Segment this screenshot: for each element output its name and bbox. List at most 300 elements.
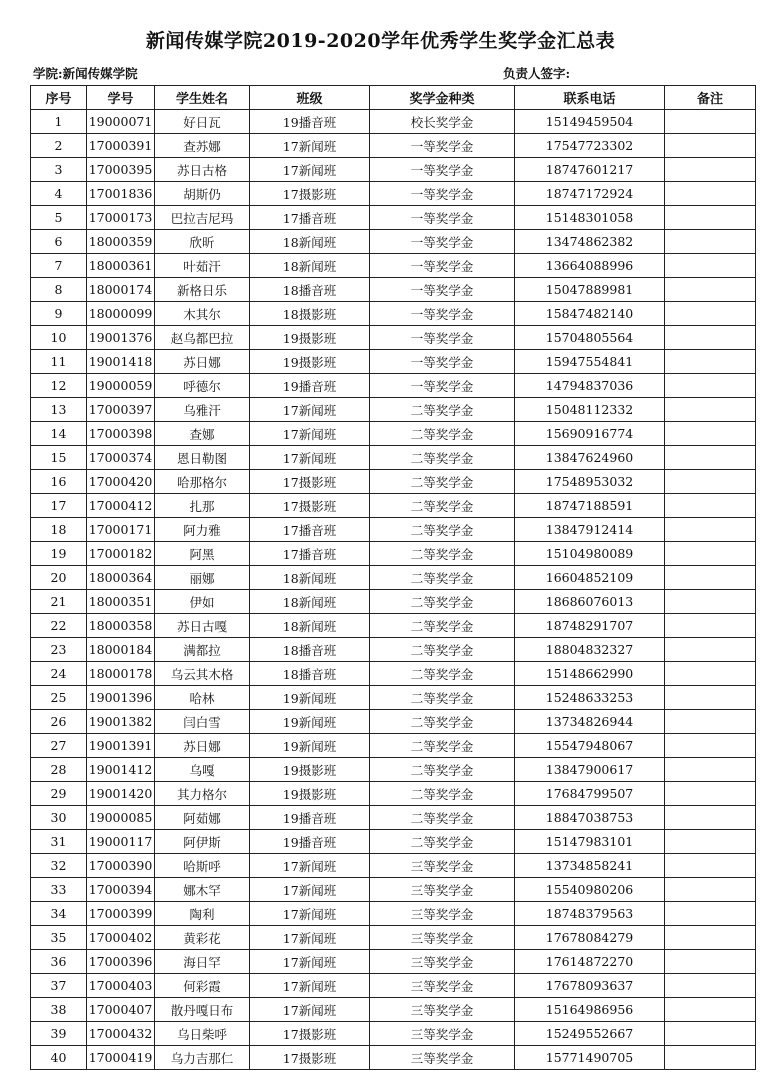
cell-student-id: 17000391 bbox=[87, 134, 155, 158]
cell-remarks bbox=[665, 350, 756, 374]
cell-seq: 27 bbox=[31, 734, 87, 758]
cell-phone: 13734826944 bbox=[515, 710, 665, 734]
cell-scholarship-type: 一等奖学金 bbox=[370, 278, 515, 302]
cell-student-name: 散丹嘎日布 bbox=[155, 998, 250, 1022]
cell-class: 19摄影班 bbox=[250, 326, 370, 350]
cell-class: 17摄影班 bbox=[250, 494, 370, 518]
cell-student-name: 巴拉吉尼玛 bbox=[155, 206, 250, 230]
cell-student-id: 17000412 bbox=[87, 494, 155, 518]
cell-remarks bbox=[665, 782, 756, 806]
cell-scholarship-type: 二等奖学金 bbox=[370, 494, 515, 518]
cell-seq: 36 bbox=[31, 950, 87, 974]
cell-phone: 18747172924 bbox=[515, 182, 665, 206]
cell-student-name: 哈斯呼 bbox=[155, 854, 250, 878]
cell-seq: 8 bbox=[31, 278, 87, 302]
cell-scholarship-type: 二等奖学金 bbox=[370, 662, 515, 686]
cell-scholarship-type: 三等奖学金 bbox=[370, 902, 515, 926]
cell-remarks bbox=[665, 134, 756, 158]
cell-phone: 17684799507 bbox=[515, 782, 665, 806]
cell-remarks bbox=[665, 326, 756, 350]
cell-class: 18播音班 bbox=[250, 662, 370, 686]
cell-student-name: 其力格尔 bbox=[155, 782, 250, 806]
cell-remarks bbox=[665, 470, 756, 494]
cell-class: 19播音班 bbox=[250, 806, 370, 830]
cell-student-id: 17000394 bbox=[87, 878, 155, 902]
cell-phone: 15704805564 bbox=[515, 326, 665, 350]
cell-student-id: 19001382 bbox=[87, 710, 155, 734]
signer-label: 负责人签字: bbox=[503, 66, 571, 81]
cell-scholarship-type: 一等奖学金 bbox=[370, 350, 515, 374]
cell-scholarship-type: 二等奖学金 bbox=[370, 830, 515, 854]
cell-student-id: 18000099 bbox=[87, 302, 155, 326]
cell-scholarship-type: 二等奖学金 bbox=[370, 614, 515, 638]
scholarship-table bbox=[30, 85, 756, 1070]
cell-student-id: 17000374 bbox=[87, 446, 155, 470]
cell-remarks bbox=[665, 494, 756, 518]
cell-remarks bbox=[665, 974, 756, 998]
cell-class: 19播音班 bbox=[250, 830, 370, 854]
cell-scholarship-type: 二等奖学金 bbox=[370, 734, 515, 758]
cell-class: 17播音班 bbox=[250, 518, 370, 542]
table-row bbox=[31, 614, 756, 638]
cell-student-id: 19001376 bbox=[87, 326, 155, 350]
cell-remarks bbox=[665, 278, 756, 302]
cell-remarks bbox=[665, 1046, 756, 1070]
cell-seq: 23 bbox=[31, 638, 87, 662]
cell-student-name: 乌云其木格 bbox=[155, 662, 250, 686]
cell-remarks bbox=[665, 302, 756, 326]
cell-phone: 16604852109 bbox=[515, 566, 665, 590]
cell-student-name: 伊如 bbox=[155, 590, 250, 614]
header-seq: 序号 bbox=[31, 86, 87, 110]
cell-student-name: 乌力吉那仁 bbox=[155, 1046, 250, 1070]
cell-phone: 17678084279 bbox=[515, 926, 665, 950]
cell-phone: 13847900617 bbox=[515, 758, 665, 782]
cell-class: 19摄影班 bbox=[250, 782, 370, 806]
cell-remarks bbox=[665, 710, 756, 734]
cell-phone: 13734858241 bbox=[515, 854, 665, 878]
cell-student-id: 17000182 bbox=[87, 542, 155, 566]
cell-seq: 40 bbox=[31, 1046, 87, 1070]
cell-scholarship-type: 一等奖学金 bbox=[370, 182, 515, 206]
cell-student-id: 19001396 bbox=[87, 686, 155, 710]
cell-class: 17摄影班 bbox=[250, 1046, 370, 1070]
cell-seq: 4 bbox=[31, 182, 87, 206]
cell-class: 17新闻班 bbox=[250, 398, 370, 422]
cell-seq: 31 bbox=[31, 830, 87, 854]
cell-student-id: 17000397 bbox=[87, 398, 155, 422]
cell-remarks bbox=[665, 518, 756, 542]
cell-remarks bbox=[665, 950, 756, 974]
table-row bbox=[31, 1046, 756, 1070]
table-row bbox=[31, 446, 756, 470]
cell-student-id: 17000398 bbox=[87, 422, 155, 446]
table-row bbox=[31, 830, 756, 854]
cell-student-id: 19001420 bbox=[87, 782, 155, 806]
cell-scholarship-type: 二等奖学金 bbox=[370, 398, 515, 422]
cell-phone: 18686076013 bbox=[515, 590, 665, 614]
cell-remarks bbox=[665, 446, 756, 470]
table-row bbox=[31, 494, 756, 518]
cell-phone: 15547948067 bbox=[515, 734, 665, 758]
cell-seq: 18 bbox=[31, 518, 87, 542]
cell-student-id: 18000178 bbox=[87, 662, 155, 686]
cell-scholarship-type: 一等奖学金 bbox=[370, 254, 515, 278]
cell-seq: 34 bbox=[31, 902, 87, 926]
cell-scholarship-type: 二等奖学金 bbox=[370, 566, 515, 590]
cell-class: 17新闻班 bbox=[250, 158, 370, 182]
cell-phone: 18847038753 bbox=[515, 806, 665, 830]
cell-scholarship-type: 一等奖学金 bbox=[370, 374, 515, 398]
cell-seq: 22 bbox=[31, 614, 87, 638]
table-row bbox=[31, 590, 756, 614]
cell-class: 17摄影班 bbox=[250, 470, 370, 494]
cell-seq: 2 bbox=[31, 134, 87, 158]
cell-class: 17新闻班 bbox=[250, 422, 370, 446]
cell-class: 17新闻班 bbox=[250, 878, 370, 902]
cell-student-name: 陶利 bbox=[155, 902, 250, 926]
cell-student-name: 苏日娜 bbox=[155, 734, 250, 758]
cell-remarks bbox=[665, 854, 756, 878]
cell-student-id: 17000173 bbox=[87, 206, 155, 230]
table-row bbox=[31, 182, 756, 206]
cell-remarks bbox=[665, 686, 756, 710]
cell-class: 18播音班 bbox=[250, 638, 370, 662]
cell-phone: 17547723302 bbox=[515, 134, 665, 158]
cell-seq: 30 bbox=[31, 806, 87, 830]
table-row bbox=[31, 998, 756, 1022]
cell-phone: 15164986956 bbox=[515, 998, 665, 1022]
cell-class: 19新闻班 bbox=[250, 686, 370, 710]
cell-student-id: 19000085 bbox=[87, 806, 155, 830]
table-row bbox=[31, 638, 756, 662]
cell-phone: 15847482140 bbox=[515, 302, 665, 326]
cell-student-id: 19001418 bbox=[87, 350, 155, 374]
cell-student-name: 阿力雅 bbox=[155, 518, 250, 542]
cell-scholarship-type: 三等奖学金 bbox=[370, 878, 515, 902]
cell-student-name: 欣昕 bbox=[155, 230, 250, 254]
cell-remarks bbox=[665, 422, 756, 446]
cell-remarks bbox=[665, 254, 756, 278]
table-row bbox=[31, 278, 756, 302]
header-remarks: 备注 bbox=[665, 86, 756, 110]
cell-remarks bbox=[665, 566, 756, 590]
cell-student-name: 恩日勒图 bbox=[155, 446, 250, 470]
cell-phone: 15248633253 bbox=[515, 686, 665, 710]
cell-student-name: 满都拉 bbox=[155, 638, 250, 662]
cell-student-id: 18000351 bbox=[87, 590, 155, 614]
cell-seq: 6 bbox=[31, 230, 87, 254]
cell-seq: 39 bbox=[31, 1022, 87, 1046]
cell-class: 17新闻班 bbox=[250, 998, 370, 1022]
cell-scholarship-type: 二等奖学金 bbox=[370, 806, 515, 830]
cell-seq: 25 bbox=[31, 686, 87, 710]
cell-scholarship-type: 三等奖学金 bbox=[370, 998, 515, 1022]
cell-student-name: 阿伊斯 bbox=[155, 830, 250, 854]
table-row bbox=[31, 542, 756, 566]
cell-class: 19摄影班 bbox=[250, 758, 370, 782]
cell-remarks bbox=[665, 158, 756, 182]
cell-phone: 15249552667 bbox=[515, 1022, 665, 1046]
cell-phone: 15148662990 bbox=[515, 662, 665, 686]
cell-student-id: 19000059 bbox=[87, 374, 155, 398]
cell-student-id: 18000358 bbox=[87, 614, 155, 638]
table-row bbox=[31, 926, 756, 950]
table-header-row bbox=[31, 86, 756, 110]
cell-phone: 15047889981 bbox=[515, 278, 665, 302]
table-row bbox=[31, 230, 756, 254]
cell-scholarship-type: 三等奖学金 bbox=[370, 1046, 515, 1070]
cell-phone: 15048112332 bbox=[515, 398, 665, 422]
cell-seq: 16 bbox=[31, 470, 87, 494]
table-row bbox=[31, 854, 756, 878]
cell-student-id: 17000419 bbox=[87, 1046, 155, 1070]
table-row bbox=[31, 902, 756, 926]
table-row bbox=[31, 662, 756, 686]
page-title: 新闻传媒学院2019-2020学年优秀学生奖学金汇总表 bbox=[145, 30, 616, 52]
cell-class: 19播音班 bbox=[250, 110, 370, 134]
cell-student-id: 17000403 bbox=[87, 974, 155, 998]
cell-student-name: 胡斯仍 bbox=[155, 182, 250, 206]
cell-class: 17新闻班 bbox=[250, 134, 370, 158]
cell-seq: 37 bbox=[31, 974, 87, 998]
cell-scholarship-type: 一等奖学金 bbox=[370, 158, 515, 182]
cell-phone: 18748379563 bbox=[515, 902, 665, 926]
cell-scholarship-type: 一等奖学金 bbox=[370, 326, 515, 350]
cell-scholarship-type: 一等奖学金 bbox=[370, 230, 515, 254]
table-row bbox=[31, 134, 756, 158]
table-row bbox=[31, 254, 756, 278]
cell-remarks bbox=[665, 398, 756, 422]
cell-seq: 13 bbox=[31, 398, 87, 422]
cell-class: 18新闻班 bbox=[250, 566, 370, 590]
cell-scholarship-type: 二等奖学金 bbox=[370, 422, 515, 446]
cell-student-id: 18000359 bbox=[87, 230, 155, 254]
header-class: 班级 bbox=[250, 86, 370, 110]
table-row bbox=[31, 326, 756, 350]
cell-student-name: 黄彩花 bbox=[155, 926, 250, 950]
table-row bbox=[31, 422, 756, 446]
cell-student-name: 哈林 bbox=[155, 686, 250, 710]
cell-remarks bbox=[665, 638, 756, 662]
cell-student-name: 乌雅汗 bbox=[155, 398, 250, 422]
table-row bbox=[31, 206, 756, 230]
cell-class: 19摄影班 bbox=[250, 350, 370, 374]
cell-scholarship-type: 三等奖学金 bbox=[370, 854, 515, 878]
table-row bbox=[31, 878, 756, 902]
cell-student-name: 哈那格尔 bbox=[155, 470, 250, 494]
cell-seq: 10 bbox=[31, 326, 87, 350]
cell-student-id: 17000399 bbox=[87, 902, 155, 926]
cell-phone: 13847624960 bbox=[515, 446, 665, 470]
header-scholarship-type: 奖学金种类 bbox=[370, 86, 515, 110]
table-row bbox=[31, 518, 756, 542]
cell-class: 17摄影班 bbox=[250, 182, 370, 206]
cell-scholarship-type: 一等奖学金 bbox=[370, 302, 515, 326]
table-row bbox=[31, 350, 756, 374]
cell-remarks bbox=[665, 374, 756, 398]
cell-student-name: 苏日古格 bbox=[155, 158, 250, 182]
cell-phone: 15148301058 bbox=[515, 206, 665, 230]
cell-seq: 7 bbox=[31, 254, 87, 278]
cell-remarks bbox=[665, 614, 756, 638]
cell-student-id: 18000364 bbox=[87, 566, 155, 590]
cell-scholarship-type: 二等奖学金 bbox=[370, 782, 515, 806]
cell-phone: 15104980089 bbox=[515, 542, 665, 566]
cell-seq: 24 bbox=[31, 662, 87, 686]
cell-phone: 15149459504 bbox=[515, 110, 665, 134]
header-phone: 联系电话 bbox=[515, 86, 665, 110]
cell-remarks bbox=[665, 734, 756, 758]
header-student-id: 学号 bbox=[87, 86, 155, 110]
table-row bbox=[31, 782, 756, 806]
cell-student-id: 17000432 bbox=[87, 1022, 155, 1046]
table-row bbox=[31, 734, 756, 758]
cell-scholarship-type: 二等奖学金 bbox=[370, 758, 515, 782]
cell-student-name: 海日罕 bbox=[155, 950, 250, 974]
cell-class: 19新闻班 bbox=[250, 710, 370, 734]
cell-remarks bbox=[665, 806, 756, 830]
header-student-name: 学生姓名 bbox=[155, 86, 250, 110]
cell-phone: 14794837036 bbox=[515, 374, 665, 398]
cell-phone: 13664088996 bbox=[515, 254, 665, 278]
cell-student-id: 18000174 bbox=[87, 278, 155, 302]
cell-seq: 33 bbox=[31, 878, 87, 902]
cell-class: 17摄影班 bbox=[250, 1022, 370, 1046]
cell-remarks bbox=[665, 830, 756, 854]
cell-class: 17新闻班 bbox=[250, 854, 370, 878]
cell-student-name: 阿黑 bbox=[155, 542, 250, 566]
cell-remarks bbox=[665, 926, 756, 950]
cell-class: 17播音班 bbox=[250, 542, 370, 566]
cell-class: 17播音班 bbox=[250, 206, 370, 230]
cell-seq: 3 bbox=[31, 158, 87, 182]
cell-student-id: 17001836 bbox=[87, 182, 155, 206]
cell-seq: 1 bbox=[31, 110, 87, 134]
cell-scholarship-type: 二等奖学金 bbox=[370, 446, 515, 470]
cell-student-name: 查苏娜 bbox=[155, 134, 250, 158]
cell-student-id: 17000390 bbox=[87, 854, 155, 878]
cell-class: 17新闻班 bbox=[250, 974, 370, 998]
cell-student-name: 呼德尔 bbox=[155, 374, 250, 398]
table-row bbox=[31, 974, 756, 998]
cell-phone: 15947554841 bbox=[515, 350, 665, 374]
cell-student-name: 木其尔 bbox=[155, 302, 250, 326]
cell-scholarship-type: 二等奖学金 bbox=[370, 470, 515, 494]
cell-scholarship-type: 三等奖学金 bbox=[370, 926, 515, 950]
table-body bbox=[31, 110, 756, 1070]
cell-student-name: 新格日乐 bbox=[155, 278, 250, 302]
cell-student-id: 17000396 bbox=[87, 950, 155, 974]
cell-student-id: 17000171 bbox=[87, 518, 155, 542]
cell-student-name: 好日瓦 bbox=[155, 110, 250, 134]
cell-remarks bbox=[665, 998, 756, 1022]
table-row bbox=[31, 398, 756, 422]
cell-remarks bbox=[665, 182, 756, 206]
cell-scholarship-type: 二等奖学金 bbox=[370, 686, 515, 710]
cell-student-id: 17000420 bbox=[87, 470, 155, 494]
cell-phone: 17548953032 bbox=[515, 470, 665, 494]
cell-class: 17新闻班 bbox=[250, 926, 370, 950]
cell-seq: 15 bbox=[31, 446, 87, 470]
cell-seq: 12 bbox=[31, 374, 87, 398]
cell-seq: 29 bbox=[31, 782, 87, 806]
cell-student-name: 丽娜 bbox=[155, 566, 250, 590]
cell-scholarship-type: 二等奖学金 bbox=[370, 542, 515, 566]
cell-student-id: 19000071 bbox=[87, 110, 155, 134]
table-row bbox=[31, 158, 756, 182]
cell-student-name: 叶茹汗 bbox=[155, 254, 250, 278]
cell-remarks bbox=[665, 590, 756, 614]
cell-seq: 35 bbox=[31, 926, 87, 950]
cell-student-name: 苏日古嘎 bbox=[155, 614, 250, 638]
cell-remarks bbox=[665, 758, 756, 782]
cell-class: 18新闻班 bbox=[250, 254, 370, 278]
cell-class: 18播音班 bbox=[250, 278, 370, 302]
cell-student-name: 查娜 bbox=[155, 422, 250, 446]
cell-scholarship-type: 一等奖学金 bbox=[370, 206, 515, 230]
cell-student-name: 何彩霞 bbox=[155, 974, 250, 998]
cell-scholarship-type: 二等奖学金 bbox=[370, 710, 515, 734]
table-row bbox=[31, 302, 756, 326]
cell-seq: 19 bbox=[31, 542, 87, 566]
cell-class: 18摄影班 bbox=[250, 302, 370, 326]
cell-scholarship-type: 一等奖学金 bbox=[370, 134, 515, 158]
cell-remarks bbox=[665, 206, 756, 230]
table-row bbox=[31, 566, 756, 590]
cell-student-name: 赵乌都巴拉 bbox=[155, 326, 250, 350]
cell-seq: 5 bbox=[31, 206, 87, 230]
table-row bbox=[31, 950, 756, 974]
cell-seq: 17 bbox=[31, 494, 87, 518]
cell-seq: 14 bbox=[31, 422, 87, 446]
cell-class: 18新闻班 bbox=[250, 590, 370, 614]
cell-class: 18新闻班 bbox=[250, 614, 370, 638]
table-row bbox=[31, 110, 756, 134]
table-row bbox=[31, 1022, 756, 1046]
cell-class: 17新闻班 bbox=[250, 446, 370, 470]
cell-seq: 21 bbox=[31, 590, 87, 614]
cell-scholarship-type: 三等奖学金 bbox=[370, 950, 515, 974]
cell-phone: 17614872270 bbox=[515, 950, 665, 974]
table-row bbox=[31, 710, 756, 734]
cell-scholarship-type: 三等奖学金 bbox=[370, 1022, 515, 1046]
cell-scholarship-type: 二等奖学金 bbox=[370, 518, 515, 542]
cell-remarks bbox=[665, 902, 756, 926]
cell-student-id: 18000184 bbox=[87, 638, 155, 662]
cell-seq: 26 bbox=[31, 710, 87, 734]
cell-phone: 18748291707 bbox=[515, 614, 665, 638]
cell-student-id: 19001391 bbox=[87, 734, 155, 758]
cell-student-name: 乌嘎 bbox=[155, 758, 250, 782]
cell-student-id: 17000395 bbox=[87, 158, 155, 182]
cell-student-name: 苏日娜 bbox=[155, 350, 250, 374]
cell-seq: 32 bbox=[31, 854, 87, 878]
cell-student-id: 18000361 bbox=[87, 254, 155, 278]
cell-phone: 17678093637 bbox=[515, 974, 665, 998]
cell-phone: 13474862382 bbox=[515, 230, 665, 254]
cell-remarks bbox=[665, 230, 756, 254]
cell-student-id: 19001412 bbox=[87, 758, 155, 782]
cell-phone: 15540980206 bbox=[515, 878, 665, 902]
cell-seq: 38 bbox=[31, 998, 87, 1022]
table-row bbox=[31, 758, 756, 782]
college-label: 学院:新闻传媒学院 bbox=[33, 66, 138, 81]
cell-remarks bbox=[665, 110, 756, 134]
table-row bbox=[31, 686, 756, 710]
cell-remarks bbox=[665, 662, 756, 686]
table-row bbox=[31, 470, 756, 494]
